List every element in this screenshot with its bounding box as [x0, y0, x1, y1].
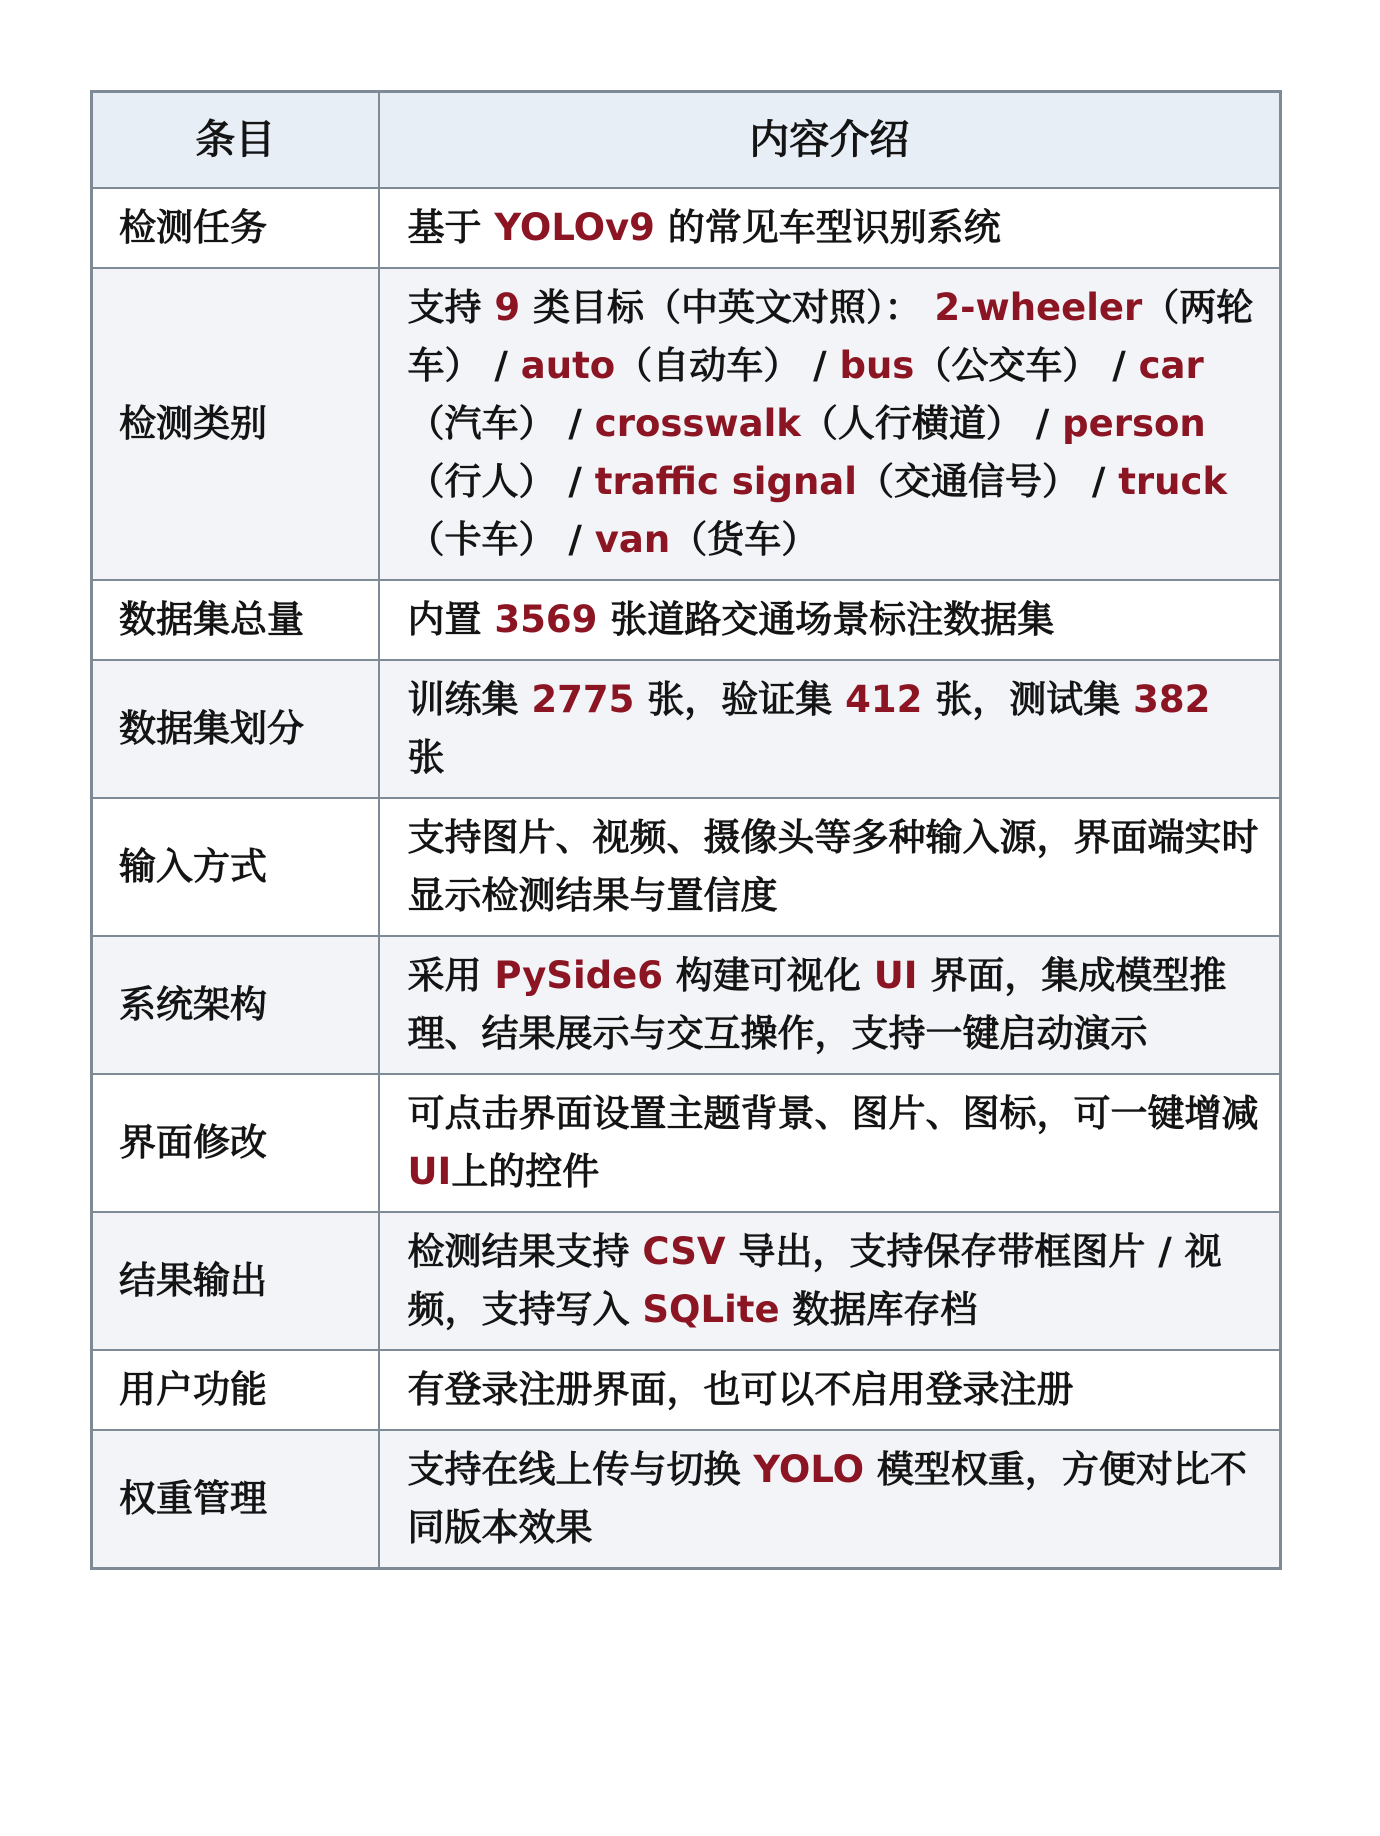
table-row: [92, 188, 1281, 268]
highlighted-term: 382: [1133, 678, 1211, 721]
feature-table: [90, 90, 1282, 1570]
text-segment: 构建可视化: [662, 954, 874, 997]
highlighted-term: 2-wheeler: [934, 286, 1143, 329]
highlighted-term: UI: [873, 954, 918, 997]
text-segment: 模型权重，方便对比不同版本效果: [407, 1448, 1247, 1549]
highlighted-term: PySide6: [494, 954, 663, 997]
row-key: 结果输出: [92, 1212, 379, 1350]
highlighted-term: CSV: [642, 1230, 726, 1273]
row-value: [379, 580, 1281, 660]
text-segment: （汽车） /: [407, 402, 595, 445]
text-segment: 张，测试集: [922, 678, 1134, 721]
text-segment: 可点击界面设置主题背景、图片、图标，可一键增减: [407, 1092, 1259, 1135]
text-segment: （自动车） /: [615, 344, 840, 387]
highlighted-term: YOLOv9: [494, 206, 655, 249]
text-segment: 张，验证集: [634, 678, 846, 721]
highlighted-term: 3569: [494, 598, 598, 641]
text-segment: 导出，支持保存带框图片 / 视频，支持写入: [407, 1230, 1222, 1331]
text-segment: 的常见车型识别系统: [654, 206, 1001, 249]
text-segment: 界面，集成模型推理、结果展示与交互操作，支持一键启动演示: [407, 954, 1227, 1055]
row-value: [379, 188, 1281, 268]
highlighted-term: UI: [407, 1150, 452, 1193]
highlighted-term: auto: [520, 344, 616, 387]
row-value: [379, 1350, 1281, 1430]
text-segment: 上的控件: [451, 1150, 600, 1193]
highlighted-term: truck: [1118, 460, 1228, 503]
text-segment: 数据库存档: [779, 1288, 978, 1331]
row-key: 权重管理: [92, 1430, 379, 1569]
highlighted-term: SQLite: [642, 1288, 780, 1331]
highlighted-term: crosswalk: [594, 402, 801, 445]
highlighted-term: bus: [839, 344, 915, 387]
highlighted-term: 9: [494, 286, 521, 329]
text-segment: （行人） /: [407, 460, 595, 503]
text-segment: （交通信号） /: [856, 460, 1119, 503]
table-header-row: [92, 92, 1281, 189]
text-segment: 支持在线上传与切换: [407, 1448, 754, 1491]
row-value: [379, 1212, 1281, 1350]
text-segment: 检测结果支持: [407, 1230, 643, 1273]
row-value: [379, 268, 1281, 580]
table-row: [92, 798, 1281, 936]
highlighted-term: person: [1062, 402, 1206, 445]
text-segment: 基于: [407, 206, 495, 249]
text-segment: 训练集: [407, 678, 532, 721]
text-segment: （公交车） /: [914, 344, 1139, 387]
table-row: [92, 1074, 1281, 1212]
highlighted-term: 2775: [531, 678, 635, 721]
highlighted-term: van: [594, 518, 671, 561]
header-item: 条目: [92, 92, 379, 189]
highlighted-term: 412: [845, 678, 923, 721]
text-segment: 支持图片、视频、摄像头等多种输入源，界面端实时显示检测结果与置信度: [407, 816, 1259, 917]
row-key: 用户功能: [92, 1350, 379, 1430]
text-segment: （货车）: [670, 518, 819, 561]
text-segment: （人行横道） /: [800, 402, 1063, 445]
row-key: 系统架构: [92, 936, 379, 1074]
text-segment: （两轮车） /: [407, 286, 1254, 387]
row-value: [379, 660, 1281, 798]
row-value: [379, 1074, 1281, 1212]
row-key: 界面修改: [92, 1074, 379, 1212]
table-row: [92, 580, 1281, 660]
row-value: [379, 798, 1281, 936]
table-row: [92, 1350, 1281, 1430]
text-segment: 有登录注册界面，也可以不启用登录注册: [407, 1368, 1074, 1411]
table-row: [92, 268, 1281, 580]
text-segment: （卡车） /: [407, 518, 595, 561]
row-value: [379, 1430, 1281, 1569]
text-segment: 内置: [407, 598, 495, 641]
text-segment: 张: [407, 736, 445, 779]
row-key: 检测任务: [92, 188, 379, 268]
table-row: [92, 1212, 1281, 1350]
highlighted-term: YOLO: [753, 1448, 865, 1491]
text-segment: 支持: [407, 286, 495, 329]
row-key: 检测类别: [92, 268, 379, 580]
table-row: [92, 936, 1281, 1074]
text-segment: 采用: [407, 954, 495, 997]
row-value: [379, 936, 1281, 1074]
row-key: 数据集划分: [92, 660, 379, 798]
row-key: 数据集总量: [92, 580, 379, 660]
highlighted-term: car: [1138, 344, 1204, 387]
table-row: [92, 1430, 1281, 1569]
row-key: 输入方式: [92, 798, 379, 936]
highlighted-term: traffic signal: [594, 460, 857, 503]
text-segment: 张道路交通场景标注数据集: [597, 598, 1055, 641]
table-row: [92, 660, 1281, 798]
header-description: 内容介绍: [379, 92, 1281, 189]
text-segment: 类目标（中英文对照）：: [520, 286, 935, 329]
